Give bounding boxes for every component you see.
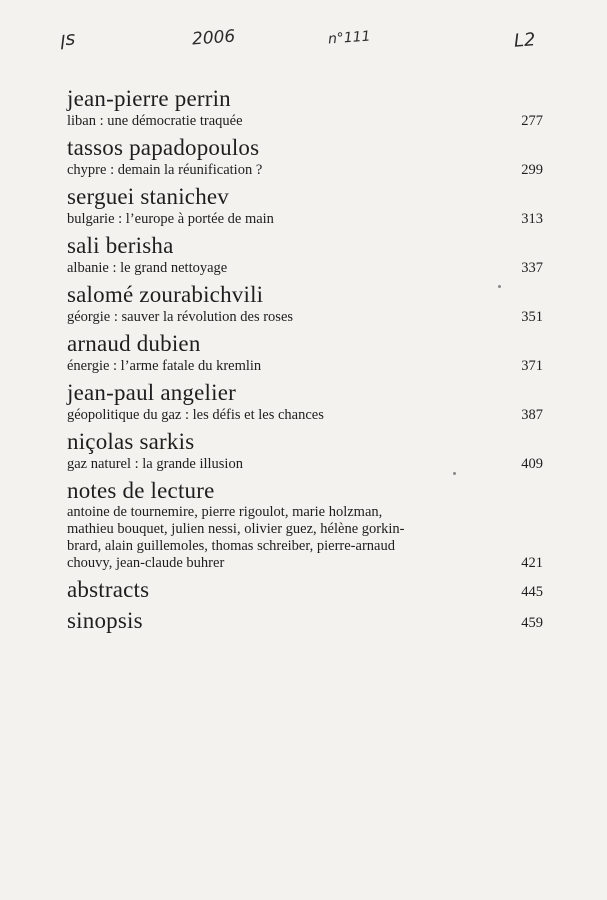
toc-author: sali berisha — [67, 233, 174, 258]
toc-page-number: 409 — [521, 456, 543, 472]
toc-author: serguei stanichev — [67, 184, 230, 209]
toc-entry — [67, 135, 543, 179]
toc-entry — [67, 86, 543, 130]
toc-page-number: 299 — [521, 162, 543, 178]
notes-names-line: mathieu bouquet, julien nessi, olivier guez, hélène gorkin- — [67, 521, 405, 537]
toc-page-number: 445 — [521, 584, 543, 600]
toc-entry — [67, 331, 543, 375]
toc-page-number: 277 — [521, 113, 543, 129]
abstracts-heading: abstracts — [67, 577, 150, 602]
toc-entry-sinopsis — [67, 608, 543, 634]
toc-entry — [67, 282, 543, 326]
toc-author: jean-pierre perrin — [67, 86, 231, 111]
handwritten-annotations — [0, 22, 607, 52]
sinopsis-heading: sinopsis — [67, 608, 143, 633]
toc-page-number: 459 — [521, 615, 543, 631]
toc-page-number: 387 — [521, 407, 543, 423]
toc-author: arnaud dubien — [67, 331, 201, 356]
toc-title: gaz naturel : la grande illusion — [67, 456, 243, 472]
toc-entry — [67, 233, 543, 277]
handwritten-mark-right: L2 — [513, 29, 537, 52]
toc-entry — [67, 429, 543, 473]
table-of-contents — [67, 86, 543, 634]
toc-entry-abstracts — [67, 577, 543, 603]
toc-title: bulgarie : l’europe à portée de main — [67, 211, 274, 227]
toc-page-number: 337 — [521, 260, 543, 276]
toc-author: jean-paul angelier — [67, 380, 236, 405]
toc-author: tassos papadopoulos — [67, 135, 260, 160]
toc-entry — [67, 380, 543, 424]
toc-page-number: 371 — [521, 358, 543, 374]
paper-speck — [498, 285, 501, 288]
toc-page-number: 421 — [521, 555, 543, 571]
toc-title: géorgie : sauver la révolution des roses — [67, 309, 294, 325]
notes-names-line: antoine de tournemire, pierre rigoulot, marie holzman, — [67, 504, 383, 520]
toc-author: niçolas sarkis — [67, 429, 195, 454]
toc-entry-notes — [67, 478, 543, 572]
toc-title: énergie : l’arme fatale du kremlin — [67, 358, 262, 374]
toc-title: géopolitique du gaz : les défis et les chances — [67, 407, 324, 423]
notes-heading: notes de lecture — [67, 478, 215, 503]
toc-author: salomé zourabichvili — [67, 282, 264, 307]
toc-page-number: 313 — [521, 211, 543, 227]
handwritten-issue: n°111 — [327, 28, 372, 48]
toc-title: liban : une démocratie traquée — [67, 113, 243, 129]
toc-page-number: 351 — [521, 309, 543, 325]
notes-names-line: brard, alain guillemoles, thomas schreiber, pierre-arnaud — [67, 538, 395, 554]
handwritten-year: 2006 — [191, 26, 236, 50]
paper-speck — [453, 472, 456, 475]
toc-title: albanie : le grand nettoyage — [67, 260, 228, 276]
notes-names-line: chouvy, jean-claude buhrer — [67, 555, 225, 571]
handwritten-mark-left: ꞁs — [59, 27, 76, 51]
toc-entry — [67, 184, 543, 228]
toc-title: chypre : demain la réunification ? — [67, 162, 263, 178]
